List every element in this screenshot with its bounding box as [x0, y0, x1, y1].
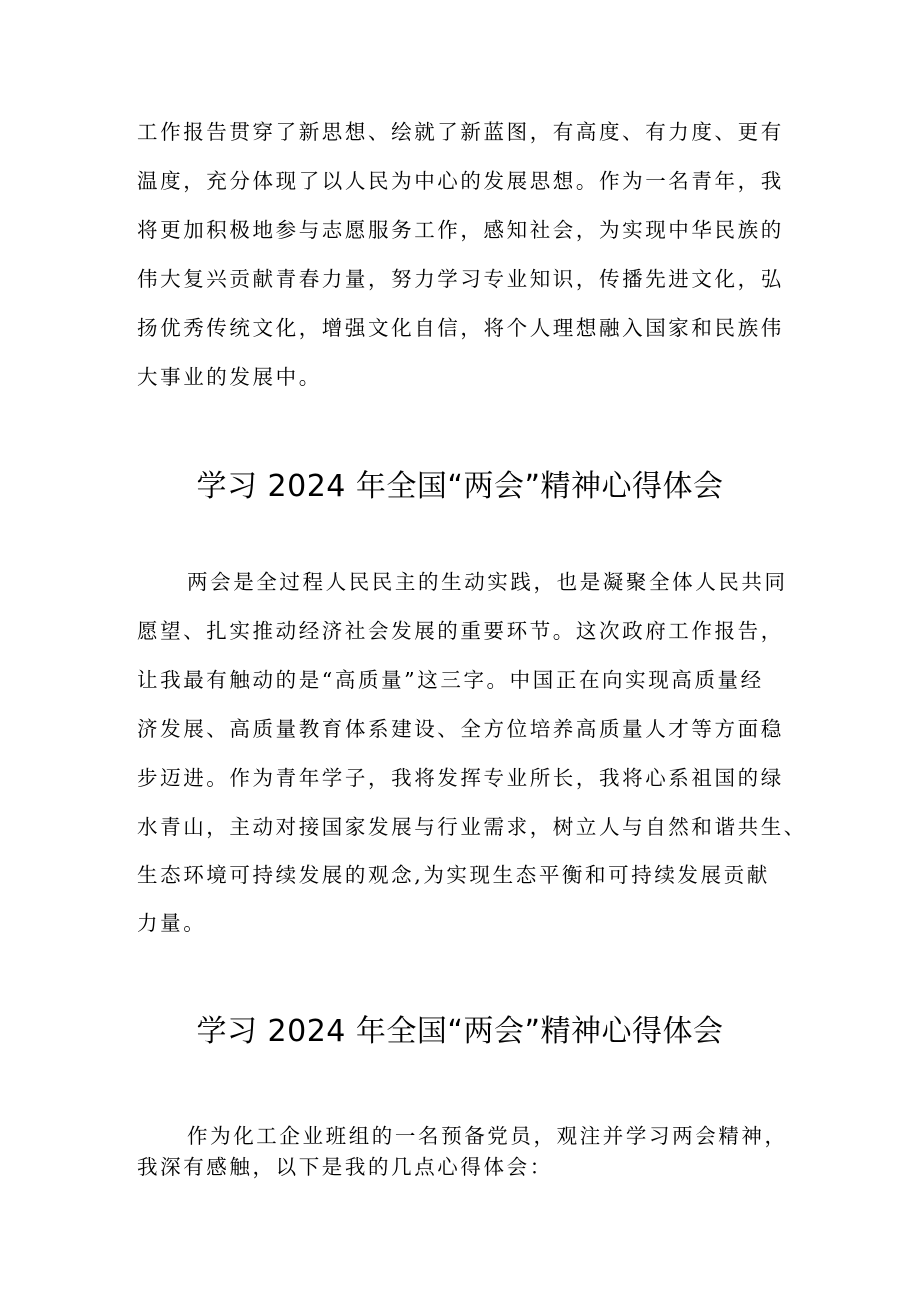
paragraph-line: 工作报告贯穿了新思想、绘就了新蓝图，有高度、有力度、更有 — [137, 120, 784, 144]
paragraph-line: 水青山，主动对接国家发展与行业需求，树立人与自然和谐共生、 — [137, 815, 807, 839]
paragraph-line: 愿望、扎实推动经济社会发展的重要环节。这次政府工作报告， — [137, 619, 784, 643]
paragraph-line: 伟大复兴贡献青春力量，努力学习专业知识，传播先进文化，弘 — [137, 267, 784, 291]
paragraph-line: 力量。 — [137, 911, 207, 935]
paragraph-line: 我深有感触，以下是我的几点心得体会： — [137, 1155, 553, 1179]
paragraph-line: 济发展、高质量教育体系建设、全方位培养高质量人才等方面稳 — [137, 717, 784, 741]
paragraph-line: 大事业的发展中。 — [137, 365, 322, 389]
section-heading: 学习 2024 年全国“两会”精神心得体会 — [196, 1014, 724, 1049]
paragraph-line: 扬优秀传统文化，增强文化自信，将个人理想融入国家和民族伟 — [137, 316, 784, 340]
paragraph-line: 作为化工企业班组的一名预备党员，观注并学习两会精神， — [187, 1124, 788, 1148]
paragraph-line: 步迈进。作为青年学子，我将发挥专业所长，我将心系祖国的绿 — [137, 766, 784, 790]
paragraph-line: 将更加积极地参与志愿服务工作，感知社会，为实现中华民族的 — [137, 218, 784, 242]
paragraph-line: 让我最有触动的是“高质量”这三字。中国正在向实现高质量经 — [137, 668, 764, 692]
paragraph-line: 两会是全过程人民民主的生动实践，也是凝聚全体人民共同 — [187, 570, 788, 594]
paragraph-line: 温度，充分体现了以人民为中心的发展思想。作为一名青年，我 — [137, 169, 784, 193]
section-heading: 学习 2024 年全国“两会”精神心得体会 — [196, 469, 724, 504]
paragraph-line: 生态环境可持续发展的观念,为实现生态平衡和可持续发展贡献 — [137, 863, 770, 887]
